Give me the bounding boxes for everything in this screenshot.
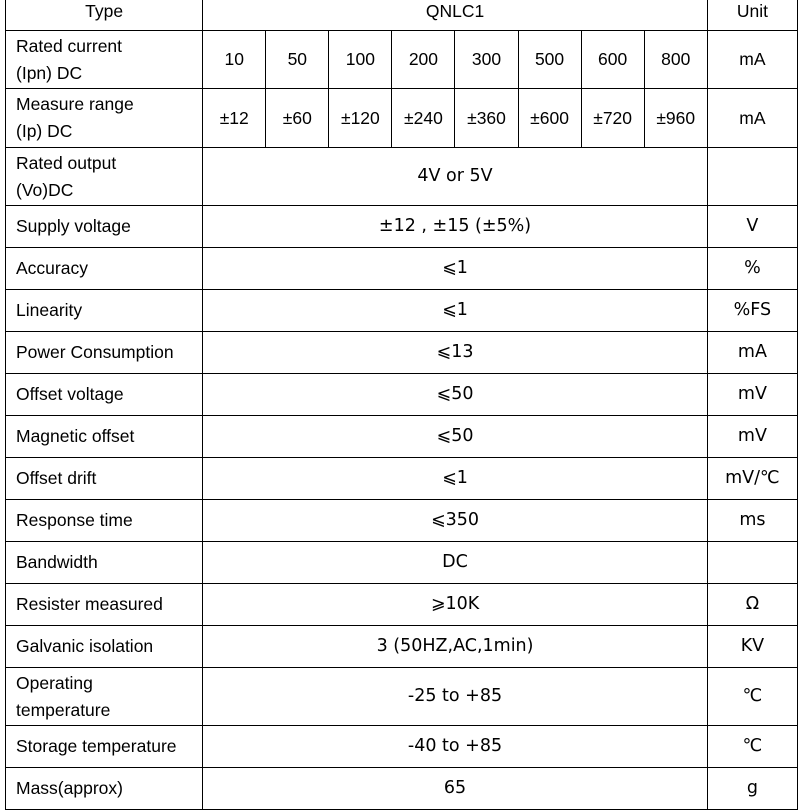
unit-cell: mA <box>707 332 797 374</box>
spec-value-cell: ⩽50 <box>203 374 708 416</box>
row-label-line1: Storage temperature <box>16 736 177 756</box>
unit-cell: ℃ <box>707 726 797 768</box>
row-label <box>6 374 203 416</box>
unit-cell: mA <box>707 89 797 148</box>
row-label-line1: Offset drift <box>16 468 97 488</box>
range-value-cell: ±120 <box>329 89 392 148</box>
range-value-cell: 10 <box>203 31 266 89</box>
row-label <box>6 248 203 290</box>
unit-cell: mV <box>707 374 797 416</box>
header-row <box>6 0 798 31</box>
spec-row <box>6 374 798 416</box>
unit-cell: ms <box>707 500 797 542</box>
range-value-cell: 500 <box>518 31 581 89</box>
unit-cell: Ω <box>707 584 797 626</box>
specification-table <box>5 0 798 810</box>
row-label <box>6 416 203 458</box>
range-value-cell: 800 <box>644 31 707 89</box>
row-label-line1: Operating <box>16 672 93 693</box>
range-value-cell: 50 <box>266 31 329 89</box>
range-value-cell: ±60 <box>266 89 329 148</box>
spec-row <box>6 668 798 726</box>
unit-cell <box>707 148 797 206</box>
spec-value-cell: ⩾10K <box>203 584 708 626</box>
unit-cell: mV/℃ <box>707 458 797 500</box>
range-value-cell: 300 <box>455 31 518 89</box>
spec-row <box>6 626 798 668</box>
row-label-line1: Linearity <box>16 300 83 320</box>
unit-cell: %FS <box>707 290 797 332</box>
unit-cell: g <box>707 768 797 810</box>
row-label <box>6 542 203 584</box>
range-value-cell: 200 <box>392 31 455 89</box>
model-header: QNLC1 <box>203 0 708 31</box>
spec-value-cell: 65 <box>203 768 708 810</box>
range-value-cell: ±240 <box>392 89 455 148</box>
row-label-line1: Power Consumption <box>16 342 174 362</box>
spec-row <box>6 542 798 584</box>
spec-row <box>6 726 798 768</box>
spec-row <box>6 148 798 206</box>
measure-range-row <box>6 89 798 148</box>
spec-row <box>6 458 798 500</box>
row-label <box>6 768 203 810</box>
row-label-line2: (Ipn) DC <box>16 62 83 83</box>
row-label-line1: Mass(approx) <box>16 778 123 798</box>
spec-value-cell: ⩽350 <box>203 500 708 542</box>
row-label <box>6 500 203 542</box>
rated-current-row <box>6 31 798 89</box>
row-label-line1: Galvanic isolation <box>16 636 154 656</box>
row-label-line1: Rated current <box>16 35 123 56</box>
row-label-line2: (Vo)DC <box>16 179 74 200</box>
row-label <box>6 148 203 206</box>
row-label <box>6 726 203 768</box>
range-value-cell: ±600 <box>518 89 581 148</box>
spec-value-cell: ⩽50 <box>203 416 708 458</box>
spec-row <box>6 332 798 374</box>
spec-row <box>6 290 798 332</box>
spec-value-cell: ⩽1 <box>203 290 708 332</box>
unit-cell: ℃ <box>707 668 797 726</box>
spec-row <box>6 768 798 810</box>
row-label-line1: Bandwidth <box>16 552 98 572</box>
range-value-cell: ±960 <box>644 89 707 148</box>
row-label-line2: temperature <box>16 699 111 720</box>
row-label-line1: Accuracy <box>16 258 88 278</box>
spec-value-cell: ⩽1 <box>203 248 708 290</box>
row-label-line1: Measure range <box>16 94 134 114</box>
spec-value-cell: -40 to +85 <box>203 726 708 768</box>
row-label-line1: Supply voltage <box>16 216 131 236</box>
row-label <box>6 89 203 148</box>
row-label-line1: Rated output <box>16 152 117 173</box>
spec-value-cell: 4V or 5V <box>203 148 708 206</box>
range-value-cell: 600 <box>581 31 644 89</box>
spec-value-cell: -25 to +85 <box>203 668 708 726</box>
row-label-line2: (Ip) DC <box>16 121 73 141</box>
spec-value-cell: ⩽1 <box>203 458 708 500</box>
range-value-cell: ±720 <box>581 89 644 148</box>
row-label <box>6 290 203 332</box>
range-value-cell: ±360 <box>455 89 518 148</box>
spec-row <box>6 416 798 458</box>
unit-cell: % <box>707 248 797 290</box>
type-header: Type <box>6 0 203 31</box>
unit-header: Unit <box>707 0 797 31</box>
spec-row <box>6 500 798 542</box>
unit-cell: V <box>707 206 797 248</box>
spec-value-cell: DC <box>203 542 708 584</box>
spec-row <box>6 248 798 290</box>
spec-row <box>6 206 798 248</box>
row-label <box>6 206 203 248</box>
spec-row <box>6 584 798 626</box>
row-label <box>6 668 203 726</box>
row-label-line1: Resister measured <box>16 594 163 614</box>
row-label-line1: Magnetic offset <box>16 426 135 446</box>
unit-cell: mA <box>707 31 797 89</box>
range-value-cell: 100 <box>329 31 392 89</box>
row-label <box>6 626 203 668</box>
row-label <box>6 332 203 374</box>
row-label <box>6 584 203 626</box>
row-label-line1: Response time <box>16 510 133 530</box>
spec-value-cell: ±12 , ±15 (±5%) <box>203 206 708 248</box>
unit-cell <box>707 542 797 584</box>
spec-value-cell: ⩽13 <box>203 332 708 374</box>
row-label <box>6 458 203 500</box>
unit-cell: mV <box>707 416 797 458</box>
unit-cell: KV <box>707 626 797 668</box>
range-value-cell: ±12 <box>203 89 266 148</box>
spec-value-cell: 3 (50HZ,AC,1min) <box>203 626 708 668</box>
row-label <box>6 31 203 89</box>
row-label-line1: Offset voltage <box>16 384 124 404</box>
